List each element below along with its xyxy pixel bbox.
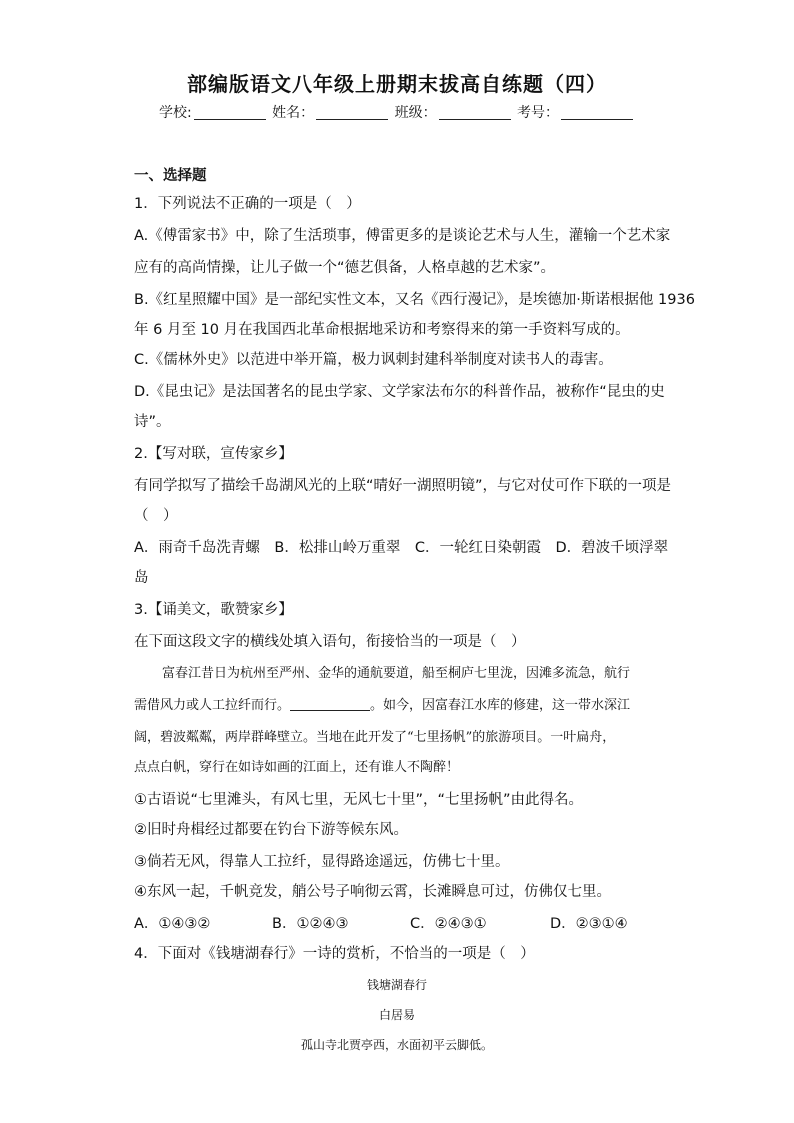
- q3-option-d: D．②③①④: [550, 916, 628, 932]
- q3-passage-line: 需借风力或人工拉纤而行。 。如今，因富春江水库的修建，这一带水深江: [134, 698, 631, 713]
- q4-stem: 4．下面对《钱塘湖春行》一诗的赏析，不恰当的一项是（ ）: [134, 946, 535, 962]
- q3-option-b: B．①②④③: [272, 916, 349, 932]
- school-label: 学校:: [158, 105, 192, 121]
- q3-option-c: C．②④③①: [410, 916, 487, 932]
- q1-option-b-cont: 年 6 月至 10 月在我国西北革命根据地采访和考察得来的第一手资料写成的。: [134, 322, 630, 338]
- q3-sentence-4: ④东风一起，千帆竞发，艄公号子响彻云霄，长滩瞬息可过，仿佛仅七里。: [134, 884, 611, 900]
- q3-passage-line: 点点白帆，穿行在如诗如画的江面上，还有谁人不陶醉！: [134, 760, 460, 775]
- exam-no-blank[interactable]: [561, 105, 633, 120]
- section-heading: 一、选择题: [134, 168, 207, 184]
- class-blank[interactable]: [439, 105, 511, 120]
- q3-sentence-2: ②旧时舟楫经过都要在钓台下游等候东风。: [134, 822, 408, 838]
- exam-no-label: 考号：: [517, 105, 560, 121]
- q2-text-cont: （ ）: [134, 508, 178, 524]
- q1-option-a: A.《傅雷家书》中，除了生活琐事，傅雷更多的是谈论艺术与人生，灌输一个艺术家: [134, 228, 671, 244]
- q1-option-d: D.《昆虫记》是法国著名的昆虫学家、文学家法布尔的科普作品，被称作“昆虫的史: [134, 384, 665, 400]
- q1-stem: 1．下列说法不正确的一项是（ ）: [134, 196, 361, 212]
- q2-options-cont: 岛: [134, 570, 149, 586]
- fill-blank[interactable]: [290, 698, 370, 711]
- q2-options: A．雨奇千岛洗青螺 B．松排山岭万重翠 C．一轮红日染朝霞 D．碧波千顷浮翠: [134, 540, 669, 556]
- q1-option-d-cont: 诗”。: [134, 414, 171, 430]
- poem-author: 白居易: [378, 1008, 415, 1022]
- class-label: 班级：: [394, 105, 437, 121]
- page-title: 部编版语文八年级上册期末拔高自练题（四）: [187, 72, 607, 96]
- poem-title: 钱塘湖春行: [366, 978, 427, 992]
- q2-stem: 2.【写对联，宣传家乡】: [134, 446, 293, 462]
- q3-passage-line: 富春江昔日为杭州至严州、金华的通航要道，船至桐庐七里泷，因滩多流急，航行: [162, 666, 631, 681]
- name-label: 姓名：: [272, 105, 315, 121]
- q3-options: [134, 912, 628, 933]
- q3-sentence-1: ①古语说“七里滩头，有风七里，无风七十里”，“七里扬帆”由此得名。: [134, 792, 584, 808]
- q3-text: 在下面这段文字的横线处填入语句，衔接恰当的一项是（ ）: [134, 634, 526, 650]
- q1-option-b: B.《红星照耀中国》是一部纪实性文本，又名《西行漫记》，是埃德加·斯诺根据他 1936: [134, 292, 695, 308]
- q2-text: 有同学拟写了描绘千岛湖风光的上联“晴好一湖照明镜”，与它对仗可作下联的一项是: [134, 478, 672, 494]
- q3-sentence-3: ③倘若无风，得靠人工拉纤，显得路途遥远，仿佛七十里。: [134, 854, 510, 870]
- q1-option-a-cont: 应有的高尚情操，让儿子做一个“德艺俱备，人格卓越的艺术家”。: [134, 260, 556, 276]
- q3-stem: 3.【诵美文，歌赞家乡】: [134, 602, 293, 618]
- q3-option-a: A．①④③②: [134, 916, 211, 932]
- school-blank[interactable]: [194, 105, 266, 120]
- q1-option-c: C.《儒林外史》以范进中举开篇，极力讽刺封建科举制度对读书人的毒害。: [134, 352, 613, 368]
- q3-passage-line: 阔，碧波粼粼，两岸群峰壁立。当地在此开发了“七里扬帆”的旅游项目。一叶扁舟，: [134, 730, 616, 745]
- student-info-row: [0, 102, 794, 122]
- name-blank[interactable]: [316, 105, 388, 120]
- poem-line: 孤山寺北贾亭西，水面初平云脚低。: [300, 1038, 493, 1052]
